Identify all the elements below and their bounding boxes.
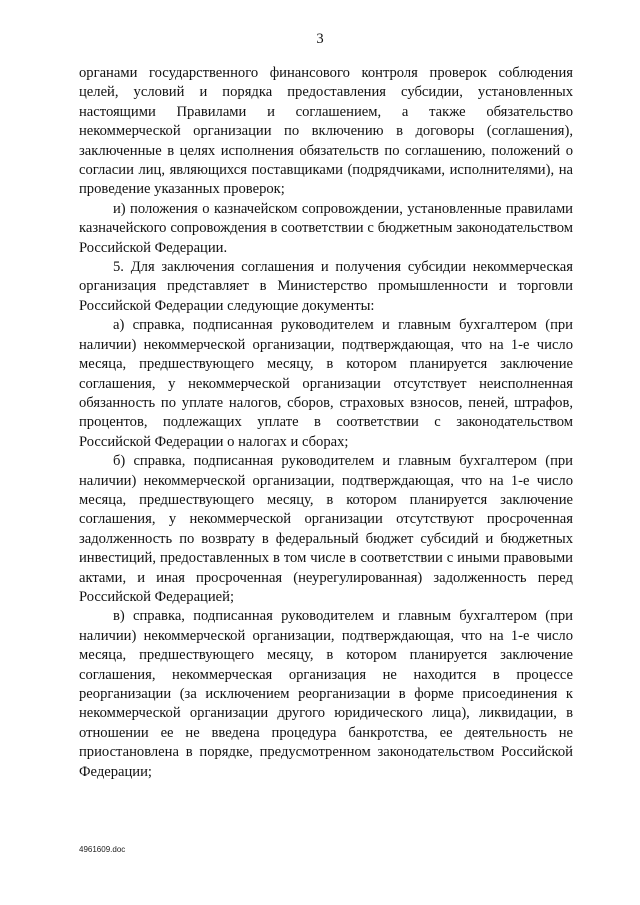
paragraph-item-v-reorganization-certificate: в) справка, подписанная руководителем и главным бухгалтером (при наличии) некоммерческой организации, подтверждающая, что на 1-е число месяца, предшествующего месяцу, в котором планируется заключение соглашения, некоммерческая организация не находится в процессе реорганизации (за исключением реорганизации в форме присоединения к некоммерческой организации другого юридического лица), ликвидации, в отношении ее не введена процедура банкротства, ее деятельность не приостановлена в порядке, предусмотренном законодательством Российской Федерации; [79,608,573,780]
paragraph-continuation-verification: органами государственного финансового контроля проверок соблюдения целей, условий и порядка предоставления субсидии, установленных настоящими Правилами и соглашением, а также обязательство некоммерческой организации по включению в договоры (соглашения), заключенные в целях исполнения обязательств по соглашению, положений о согласии лиц, являющихся поставщиками (подрядчиками, исполнителями), на проведение указанных проверок; [79,65,573,198]
page-number: 3 [316,31,324,47]
paragraph-clause-5: 5. Для заключения соглашения и получения субсидии некоммерческая организация представляет в Министерство промышленности и торговли Российской Федерации следующие документы: [79,259,573,314]
footer-filename: 4961609.doc [79,845,126,854]
document-body [79,64,573,782]
paragraph-item-a-tax-certificate: а) справка, подписанная руководителем и главным бухгалтером (при наличии) некоммерческой организации, подтверждающая, что на 1-е число месяца, предшествующего месяцу, в котором планируется заключение соглашения, у некоммерческой организации отсутствует неисполненная обязанность по уплате налогов, сборов, страховых взносов, пеней, штрафов, процентов, подлежащих уплате в соответствии с законодательством Российской Федерации о налогах и сборах; [79,317,573,450]
paragraph-item-b-debt-certificate: б) справка, подписанная руководителем и главным бухгалтером (при наличии) некоммерческой организации, подтверждающая, что на 1-е число месяца, предшествующего месяцу, в котором планируется заключение соглашения, у некоммерческой организации отсутствуют просроченная задолженность по возврату в федеральный бюджет субсидий и бюджетных инвестиций, предоставленных в том числе в соответствии с иными правовыми актами, и иная просроченная (неурегулированная) задолженность перед Российской Федерацией; [79,453,573,605]
paragraph-item-i-treasury: и) положения о казначейском сопровождении, установленные правилами казначейского сопровождения в соответствии с бюджетным законодательством Российской Федерации. [79,200,573,256]
